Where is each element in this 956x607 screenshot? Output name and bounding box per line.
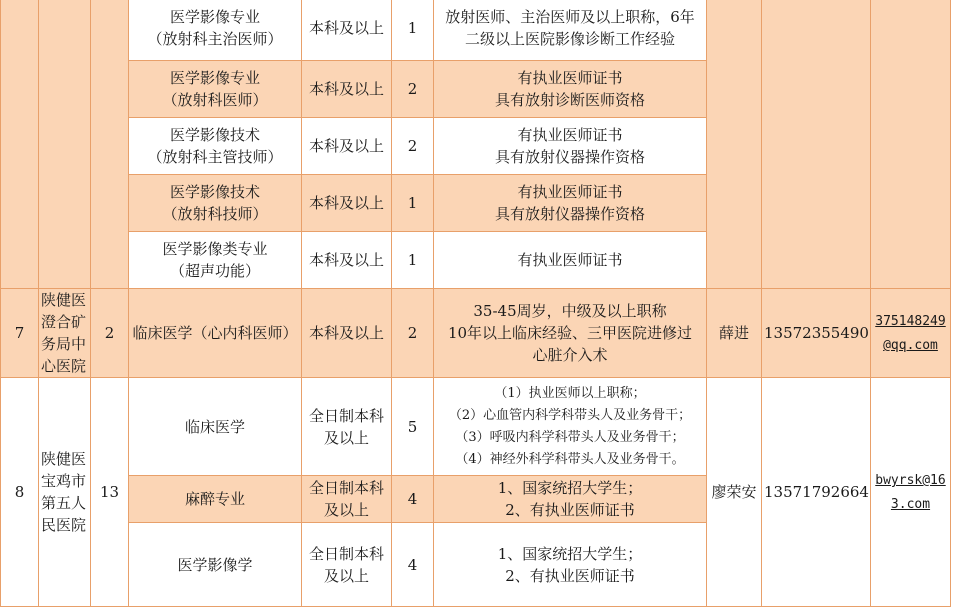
education-requirement: 全日制本科 及以上 <box>302 523 392 607</box>
education-requirement: 本科及以上 <box>302 61 392 118</box>
unit-number: 7 <box>1 289 39 378</box>
education-requirement: 全日制本科 及以上 <box>302 378 392 476</box>
contact-email-link[interactable]: 375148249 @qq.com <box>875 314 946 353</box>
unit-name: 陕健医 宝鸡市 第五人 民医院 <box>39 378 91 607</box>
position-count: 4 <box>392 523 434 607</box>
unit-total-count: 2 <box>91 289 129 378</box>
position-requirement: 有执业医师证书 具有放射仪器操作资格 <box>434 118 707 175</box>
position-count: 1 <box>392 232 434 289</box>
education-requirement: 本科及以上 <box>302 232 392 289</box>
email-cell-continued <box>871 0 951 289</box>
position-major: 临床医学（心内科医师） <box>129 289 302 378</box>
unit-name-cell-continued <box>39 0 91 289</box>
education-requirement: 本科及以上 <box>302 289 392 378</box>
position-requirement: 放射医师、主治医师及以上职称，6年 二级以上医院影像诊断工作经验 <box>434 0 707 61</box>
position-major: 麻醉专业 <box>129 476 302 523</box>
position-major: 医学影像专业 （放射科医师） <box>129 61 302 118</box>
unit-total-count: 13 <box>91 378 129 607</box>
position-count: 2 <box>392 289 434 378</box>
position-requirement: 1、国家统招大学生； 2、有执业医师证书 <box>434 476 707 523</box>
contact-email-link[interactable]: bwyrsk@16 3.com <box>875 473 946 512</box>
contact-cell-continued <box>707 0 762 289</box>
position-requirement: 有执业医师证书 具有放射仪器操作资格 <box>434 175 707 232</box>
contact-phone: 13571792664 <box>762 378 871 607</box>
position-count: 4 <box>392 476 434 523</box>
education-requirement: 本科及以上 <box>302 0 392 61</box>
position-major: 临床医学 <box>129 378 302 476</box>
position-count: 2 <box>392 61 434 118</box>
position-count: 5 <box>392 378 434 476</box>
position-requirement: 1、国家统招大学生； 2、有执业医师证书 <box>434 523 707 607</box>
position-major: 医学影像类专业 （超声功能） <box>129 232 302 289</box>
contact-phone: 13572355490 <box>762 289 871 378</box>
position-major: 医学影像技术 （放射科技师） <box>129 175 302 232</box>
education-requirement: 本科及以上 <box>302 175 392 232</box>
education-requirement: 全日制本科 及以上 <box>302 476 392 523</box>
position-major: 医学影像专业 （放射科主治医师） <box>129 0 302 61</box>
unit-number: 8 <box>1 378 39 607</box>
position-major: 医学影像技术 （放射科主管技师） <box>129 118 302 175</box>
position-major: 医学影像学 <box>129 523 302 607</box>
unit-no-cell-continued <box>1 0 39 289</box>
position-count: 1 <box>392 0 434 61</box>
phone-cell-continued <box>762 0 871 289</box>
education-requirement: 本科及以上 <box>302 118 392 175</box>
unit-name: 陕健医 澄合矿 务局中 心医院 <box>39 289 91 378</box>
position-requirement: （1）执业医师以上职称； （2）心血管内科学科带头人及业务骨干； （3）呼吸内科学科带头人及业务骨干； （4）神经外科学科带头人及业务骨干。 <box>434 378 707 476</box>
contact-person: 廖荣安 <box>707 378 762 607</box>
position-count: 2 <box>392 118 434 175</box>
position-count: 1 <box>392 175 434 232</box>
contact-person: 薛进 <box>707 289 762 378</box>
position-requirement: 有执业医师证书 <box>434 232 707 289</box>
unit-total-cell-continued <box>91 0 129 289</box>
position-requirement: 有执业医师证书 具有放射诊断医师资格 <box>434 61 707 118</box>
position-requirement: 35-45周岁，中级及以上职称 10年以上临床经验、三甲医院进修过 心脏介入术 <box>434 289 707 378</box>
